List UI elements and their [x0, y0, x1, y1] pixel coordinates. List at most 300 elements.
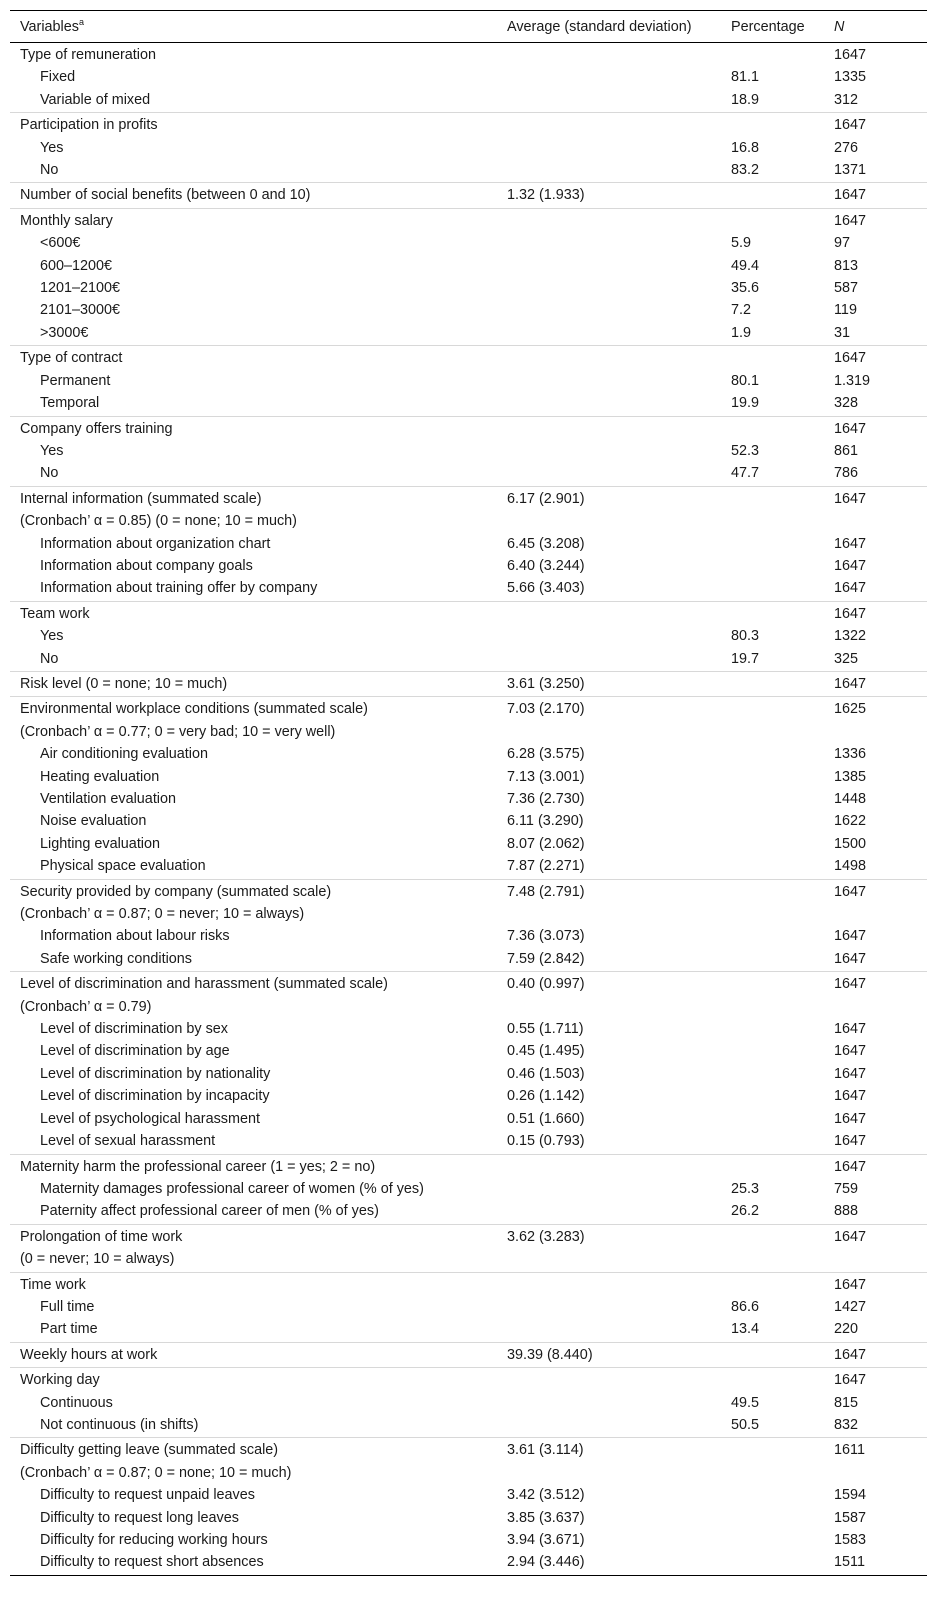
table-row-group — [10, 1342, 927, 1367]
cell-n: 1371 — [834, 162, 867, 179]
cell-n: 1647 — [834, 605, 867, 622]
cell-variable: Difficulty getting leave (summated scale) — [20, 1442, 279, 1459]
cell-variable: Yes — [40, 628, 64, 645]
cell-variable: Internal information (summated scale) — [20, 490, 262, 507]
cell-n: 1647 — [834, 187, 867, 204]
cell-percentage: 16.8 — [731, 139, 760, 156]
cell-variable: Information about labour risks — [40, 928, 230, 945]
table-row — [10, 89, 927, 111]
cell-percentage — [720, 833, 823, 855]
cell-n: 1385 — [834, 768, 867, 785]
table-row — [10, 1226, 927, 1248]
cell-average — [497, 370, 720, 392]
table-row — [10, 232, 927, 254]
cell-percentage — [720, 1040, 823, 1062]
cell-variable: (Cronbach’ α = 0.77; 0 = very bad; 10 = very well) — [20, 723, 336, 740]
cell-average: 0.40 (0.997) — [507, 976, 585, 993]
cell-percentage — [720, 1108, 823, 1130]
cell-variable: Difficulty to request short absences — [40, 1554, 264, 1571]
cell-n: 1647 — [834, 350, 867, 367]
cell-n: 1647 — [834, 212, 867, 229]
cell-percentage — [720, 973, 823, 995]
cell-variable: Weekly hours at work — [20, 1346, 158, 1363]
cell-variable: Difficulty for reducing working hours — [40, 1532, 268, 1548]
table-row — [10, 1369, 927, 1391]
table-row — [10, 996, 927, 1018]
table-row-group — [10, 696, 927, 878]
cell-n: 1647 — [834, 580, 867, 597]
cell-average: 3.85 (3.637) — [507, 1509, 585, 1526]
cell-n: 1647 — [834, 675, 867, 692]
cell-n: 1647 — [834, 1346, 867, 1363]
cell-percentage — [720, 766, 823, 788]
cell-variable: Level of discrimination by sex — [40, 1021, 228, 1038]
table-row — [10, 1318, 927, 1340]
cell-variable: Level of discrimination by age — [40, 1043, 230, 1060]
cell-percentage — [720, 1130, 823, 1152]
table-row-group — [10, 971, 927, 1153]
table-body — [10, 43, 927, 1575]
cell-percentage — [720, 925, 823, 947]
cell-average: 6.45 (3.208) — [507, 535, 585, 552]
cell-percentage — [720, 1085, 823, 1107]
cell-n: 1647 — [834, 976, 867, 993]
cell-average: 3.62 (3.283) — [507, 1228, 585, 1245]
cell-average: 0.46 (1.503) — [507, 1065, 585, 1082]
cell-percentage — [720, 1462, 823, 1484]
cell-average: 7.36 (2.730) — [507, 791, 585, 807]
table-row — [10, 1296, 927, 1318]
cell-variable: Yes — [40, 442, 64, 459]
table-row — [10, 159, 927, 181]
cell-variable: Level of sexual harassment — [40, 1133, 216, 1150]
cell-variable: (Cronbach’ α = 0.85) (0 = none; 10 = much) — [20, 513, 297, 530]
cell-average — [497, 1414, 720, 1436]
cell-average — [497, 1178, 720, 1200]
cell-percentage: 1.9 — [731, 324, 752, 341]
cell-n: 1647 — [834, 1276, 867, 1293]
cell-n: 1498 — [834, 858, 867, 875]
cell-n — [823, 1462, 927, 1484]
cell-percentage: 18.9 — [731, 91, 760, 108]
cell-variable: (0 = never; 10 = always) — [20, 1251, 175, 1268]
table-row — [10, 766, 927, 788]
table-row — [10, 810, 927, 832]
cell-percentage: 80.1 — [731, 372, 760, 389]
cell-variable: Level of discrimination by nationality — [40, 1065, 271, 1082]
cell-n: 1611 — [834, 1442, 865, 1459]
table-row-group — [10, 1154, 927, 1224]
header-variables-footnote: a — [78, 16, 84, 27]
cell-variable: Air conditioning evaluation — [40, 746, 209, 763]
cell-percentage — [720, 788, 823, 810]
cell-n: 1647 — [834, 883, 867, 900]
cell-n: 1448 — [834, 791, 867, 807]
cell-variable: Temporal — [40, 395, 100, 412]
cell-average — [497, 322, 720, 344]
cell-variable: Difficulty to request long leaves — [40, 1509, 239, 1526]
table-row-group — [10, 1437, 927, 1574]
cell-variable: Risk level (0 = none; 10 = much) — [20, 675, 228, 692]
cell-variable: Lighting evaluation — [40, 835, 161, 852]
cell-variable: Variable of mixed — [40, 91, 151, 108]
cell-variable: Environmental workplace conditions (summated scale) — [20, 701, 368, 718]
cell-average: 3.94 (3.671) — [507, 1532, 585, 1548]
cell-n: 815 — [834, 1394, 859, 1411]
cell-average — [497, 1369, 720, 1391]
cell-average — [497, 114, 720, 136]
cell-variable: Information about training offer by company — [40, 580, 318, 597]
table-row — [10, 603, 927, 625]
cell-percentage — [720, 210, 823, 232]
cell-variable: Level of discrimination and harassment (summated scale) — [20, 976, 388, 993]
table-row — [10, 1200, 927, 1222]
table-row — [10, 277, 927, 299]
cell-average — [497, 1200, 720, 1222]
cell-average: 3.61 (3.114) — [507, 1442, 584, 1459]
cell-percentage: 19.9 — [731, 395, 760, 412]
cell-percentage: 50.5 — [731, 1416, 760, 1433]
cell-percentage — [720, 44, 823, 66]
table-row — [10, 1156, 927, 1178]
cell-percentage: 13.4 — [731, 1321, 760, 1338]
table-row — [10, 925, 927, 947]
cell-average: 7.13 (3.001) — [507, 768, 585, 785]
cell-percentage — [720, 996, 823, 1018]
cell-percentage — [720, 603, 823, 625]
table-row — [10, 184, 927, 206]
cell-percentage: 83.2 — [731, 162, 760, 179]
cell-variable: Permanent — [40, 372, 111, 389]
table-row — [10, 1274, 927, 1296]
cell-n: 31 — [834, 324, 851, 341]
cell-percentage — [720, 577, 823, 599]
cell-average — [497, 159, 720, 181]
cell-variable: Maternity harm the professional career (1 = yes; 2 = no) — [20, 1158, 376, 1175]
cell-average — [497, 510, 720, 532]
table-row — [10, 210, 927, 232]
table-row — [10, 625, 927, 647]
cell-average: 6.17 (2.901) — [507, 490, 585, 507]
cell-n: 220 — [834, 1321, 859, 1338]
cell-percentage — [720, 1018, 823, 1040]
cell-average: 3.42 (3.512) — [507, 1487, 585, 1504]
cell-average — [497, 648, 720, 670]
table-row-group — [10, 345, 927, 415]
cell-variable: Full time — [40, 1298, 95, 1315]
cell-percentage: 86.6 — [731, 1298, 760, 1315]
cell-n: 888 — [834, 1203, 859, 1220]
cell-n: 1322 — [834, 628, 867, 645]
cell-variable: Fixed — [40, 69, 76, 86]
cell-percentage: 49.4 — [731, 257, 760, 274]
table-row — [10, 1344, 927, 1366]
cell-n: 1511 — [834, 1554, 865, 1571]
table-row — [10, 1484, 927, 1506]
cell-average — [497, 721, 720, 743]
cell-percentage: 47.7 — [731, 465, 760, 482]
cell-average: 7.36 (3.073) — [507, 928, 585, 945]
table-row — [10, 1040, 927, 1062]
table-row — [10, 721, 927, 743]
cell-variable: Difficulty to request unpaid leaves — [40, 1487, 255, 1504]
cell-n: 1647 — [834, 1372, 867, 1389]
cell-average — [497, 392, 720, 414]
cell-variable: Monthly salary — [20, 212, 113, 229]
cell-average: 0.55 (1.711) — [507, 1021, 584, 1038]
cell-n: 1647 — [834, 1065, 867, 1082]
cell-percentage — [720, 810, 823, 832]
cell-n: 1647 — [834, 117, 867, 134]
cell-percentage: 35.6 — [731, 280, 760, 297]
cell-average: 3.61 (3.250) — [507, 675, 585, 692]
table-row — [10, 743, 927, 765]
cell-n — [823, 721, 927, 743]
table-row — [10, 1392, 927, 1414]
table-row-group — [10, 601, 927, 671]
cell-average — [497, 210, 720, 232]
cell-n: 1647 — [834, 1088, 867, 1105]
cell-average: 7.59 (2.842) — [507, 950, 585, 967]
cell-average — [497, 1296, 720, 1318]
cell-variable: Company offers training — [20, 420, 173, 437]
cell-n: 1583 — [834, 1532, 867, 1548]
cell-percentage — [720, 1484, 823, 1506]
cell-n: 97 — [834, 235, 851, 252]
cell-average: 1.32 (1.933) — [507, 187, 585, 204]
table-row — [10, 555, 927, 577]
table-row — [10, 1507, 927, 1529]
cell-n: 759 — [834, 1180, 859, 1197]
cell-variable: Security provided by company (summated scale) — [20, 883, 332, 900]
cell-percentage — [720, 1063, 823, 1085]
cell-n: 1647 — [834, 1043, 867, 1060]
table-row — [10, 1085, 927, 1107]
cell-variable: Level of discrimination by incapacity — [40, 1088, 270, 1105]
table-row — [10, 1248, 927, 1270]
cell-percentage: 19.7 — [731, 650, 760, 667]
cell-n: 119 — [834, 302, 857, 319]
table-row — [10, 1551, 927, 1573]
cell-percentage — [720, 555, 823, 577]
cell-average: 0.51 (1.660) — [507, 1110, 585, 1127]
cell-variable: Yes — [40, 139, 64, 156]
cell-variable: Prolongation of time work — [20, 1228, 183, 1245]
cell-n: 1647 — [834, 950, 867, 967]
cell-average — [497, 1274, 720, 1296]
cell-n: 1647 — [834, 1110, 867, 1127]
table-row — [10, 1439, 927, 1461]
cell-percentage — [720, 1507, 823, 1529]
cell-percentage: 52.3 — [731, 442, 760, 459]
cell-n: 1594 — [834, 1487, 867, 1504]
header-variables-text: Variables — [20, 18, 79, 35]
table-row — [10, 1108, 927, 1130]
header-average: Average (standard deviation) — [507, 18, 692, 35]
table-row — [10, 440, 927, 462]
cell-percentage — [720, 1551, 823, 1573]
table-row-group — [10, 208, 927, 345]
table-row-group — [10, 879, 927, 972]
cell-percentage — [720, 1344, 823, 1366]
cell-n — [823, 510, 927, 532]
cell-n: 312 — [834, 91, 859, 108]
cell-n: 587 — [834, 280, 859, 297]
cell-average: 0.26 (1.142) — [507, 1088, 585, 1105]
cell-average — [497, 903, 720, 925]
cell-percentage: 7.2 — [731, 302, 752, 319]
cell-variable: 600–1200€ — [40, 257, 113, 274]
cell-average: 6.40 (3.244) — [507, 557, 585, 574]
cell-percentage — [720, 184, 823, 206]
table-row — [10, 1462, 927, 1484]
cell-percentage — [720, 881, 823, 903]
cell-average: 7.03 (2.170) — [507, 701, 585, 718]
cell-variable: 2101–3000€ — [40, 302, 121, 319]
table-row — [10, 1178, 927, 1200]
cell-average — [497, 1248, 720, 1270]
cell-variable: No — [40, 465, 59, 482]
cell-percentage — [720, 1274, 823, 1296]
table-row-group — [10, 1224, 927, 1272]
table-row — [10, 648, 927, 670]
cell-n: 1647 — [834, 420, 867, 437]
cell-average — [497, 625, 720, 647]
cell-n: 1647 — [834, 928, 867, 945]
cell-average — [497, 277, 720, 299]
table-row — [10, 1529, 927, 1551]
table-row — [10, 347, 927, 369]
cell-variable: No — [40, 162, 59, 179]
cell-variable: Continuous — [40, 1394, 113, 1411]
cell-variable: Information about company goals — [40, 557, 253, 574]
cell-n: 832 — [834, 1416, 859, 1433]
cell-percentage: 25.3 — [731, 1180, 760, 1197]
cell-percentage — [720, 533, 823, 555]
table-row — [10, 948, 927, 970]
table-row-group — [10, 182, 927, 207]
cell-n: 1427 — [834, 1298, 867, 1315]
cell-average — [497, 440, 720, 462]
cell-average — [497, 44, 720, 66]
cell-variable: Number of social benefits (between 0 and 10) — [20, 187, 311, 204]
cell-average — [497, 232, 720, 254]
cell-variable: Participation in profits — [20, 117, 158, 134]
cell-average: 6.28 (3.575) — [507, 746, 585, 763]
cell-average: 7.87 (2.271) — [507, 858, 585, 875]
cell-average — [497, 603, 720, 625]
table-row — [10, 833, 927, 855]
cell-percentage — [720, 721, 823, 743]
table-row — [10, 788, 927, 810]
table-row — [10, 1130, 927, 1152]
cell-average: 0.45 (1.495) — [507, 1043, 585, 1060]
cell-percentage — [720, 855, 823, 877]
cell-average — [497, 996, 720, 1018]
table-row — [10, 1414, 927, 1436]
cell-percentage — [720, 114, 823, 136]
table-row — [10, 114, 927, 136]
cell-average — [497, 418, 720, 440]
cell-n: 1647 — [834, 557, 867, 574]
table-row-group — [10, 43, 927, 112]
cell-average — [497, 1318, 720, 1340]
table-row — [10, 1018, 927, 1040]
cell-variable: Type of remuneration — [20, 47, 156, 63]
table-row — [10, 510, 927, 532]
cell-n: 1647 — [834, 490, 867, 507]
table-row — [10, 973, 927, 995]
cell-n: 1647 — [834, 47, 867, 63]
cell-variable: <600€ — [40, 235, 81, 252]
table-row-group — [10, 1367, 927, 1437]
cell-variable: Working day — [20, 1372, 100, 1389]
cell-percentage: 80.3 — [731, 628, 760, 645]
header-percentage: Percentage — [731, 18, 805, 35]
cell-average — [497, 462, 720, 484]
cell-n: 328 — [834, 395, 859, 412]
cell-variable: Noise evaluation — [40, 813, 147, 830]
cell-percentage — [720, 1248, 823, 1270]
cell-variable: No — [40, 650, 59, 667]
cell-variable: (Cronbach’ α = 0.87; 0 = none; 10 = much) — [20, 1464, 292, 1481]
cell-n: 276 — [834, 139, 859, 156]
cell-average — [497, 299, 720, 321]
cell-variable: Ventilation evaluation — [40, 791, 177, 807]
cell-average — [497, 255, 720, 277]
cell-n: 1622 — [834, 813, 867, 830]
cell-average — [497, 1156, 720, 1178]
cell-variable: Level of psychological harassment — [40, 1110, 260, 1127]
table-row — [10, 66, 927, 88]
cell-variable: Paternity affect professional career of men (% of yes) — [40, 1203, 379, 1220]
cell-variable: Physical space evaluation — [40, 858, 206, 875]
cell-average — [497, 1392, 720, 1414]
cell-average: 39.39 (8.440) — [507, 1346, 593, 1363]
cell-n: 1.319 — [834, 372, 871, 389]
cell-average — [497, 347, 720, 369]
cell-n: 325 — [834, 650, 859, 667]
cell-average: 2.94 (3.446) — [507, 1554, 585, 1571]
cell-percentage: 49.5 — [731, 1394, 760, 1411]
table-row — [10, 533, 927, 555]
cell-percentage — [720, 948, 823, 970]
table-row-group — [10, 1272, 927, 1342]
cell-percentage — [720, 347, 823, 369]
header-variables — [10, 16, 497, 35]
cell-variable: Not continuous (in shifts) — [40, 1416, 199, 1433]
table-row — [10, 44, 927, 66]
cell-average — [497, 1462, 720, 1484]
cell-average — [497, 137, 720, 159]
cell-n: 861 — [834, 442, 859, 459]
table-row — [10, 577, 927, 599]
cell-n: 786 — [834, 465, 859, 482]
table-row — [10, 255, 927, 277]
table-row — [10, 370, 927, 392]
cell-n: 1647 — [834, 535, 867, 552]
cell-n: 1336 — [834, 746, 867, 763]
cell-average: 5.66 (3.403) — [507, 580, 585, 597]
table-row — [10, 418, 927, 440]
variables-table — [10, 10, 927, 1576]
table-header — [10, 11, 927, 42]
cell-percentage — [720, 488, 823, 510]
cell-percentage — [720, 1529, 823, 1551]
table-row — [10, 881, 927, 903]
cell-n: 1500 — [834, 835, 867, 852]
cell-n: 1625 — [834, 701, 867, 718]
